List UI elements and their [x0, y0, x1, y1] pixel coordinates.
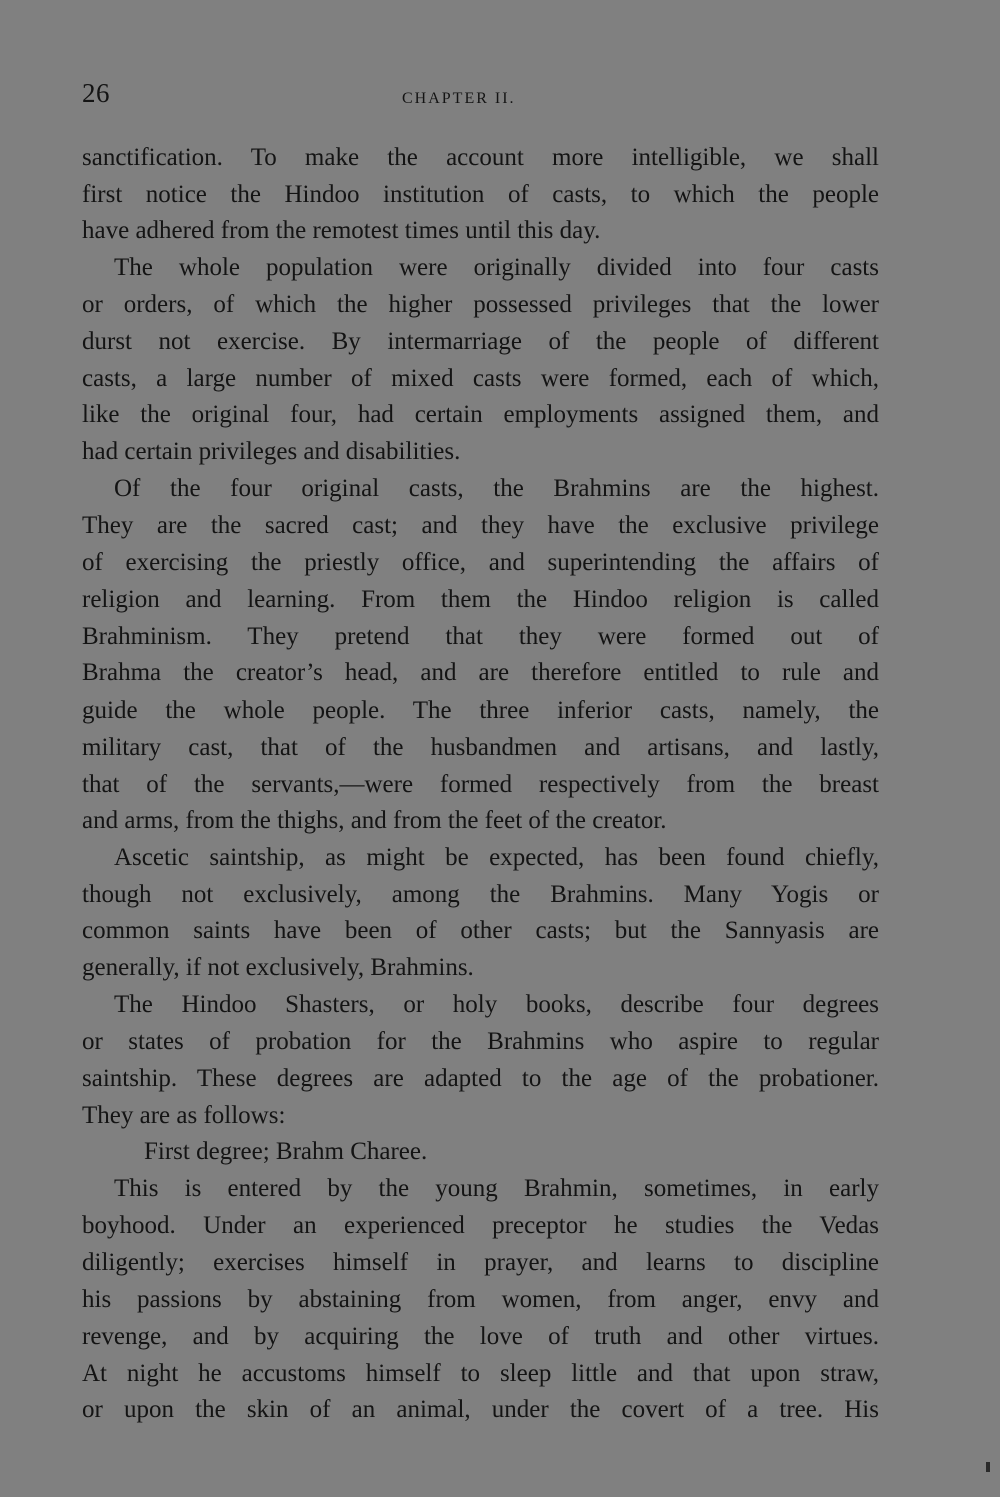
text-line: The Hindoo Shasters, or holy books, describe four degrees — [114, 991, 879, 1018]
text-line: sanctification. To make the account more intelligible, we shall — [82, 144, 879, 171]
text-line: Brahma the creator’s head, and are therefore entitled to rule and — [82, 659, 879, 686]
text-line: Of the four original casts, the Brahmins are the highest. — [114, 475, 879, 502]
text-line: of exercising the priestly office, and superintending the affairs of — [82, 549, 879, 576]
text-line: first notice the Hindoo institution of casts, to which the people — [82, 181, 879, 208]
text-line: The whole population were originally divided into four casts — [114, 254, 879, 281]
text-line: Ascetic saintship, as might be expected, has been found chiefly, — [114, 844, 879, 871]
text-line: casts, a large number of mixed casts were formed, each of which, — [82, 365, 879, 392]
text-line: though not exclusively, among the Brahmins. Many Yogis or — [82, 881, 879, 908]
text-line: saintship. These degrees are adapted to the age of the probationer. — [82, 1065, 879, 1092]
text-line: At night he accustoms himself to sleep little and that upon straw, — [82, 1360, 879, 1387]
text-line: his passions by abstaining from women, from anger, envy and — [82, 1286, 879, 1313]
text-line: have adhered from the remotest times until this day. — [82, 217, 601, 244]
text-line: durst not exercise. By intermarriage of the people of different — [82, 328, 879, 355]
text-line: First degree; Brahm Charee. — [144, 1138, 428, 1165]
text-line: that of the servants,—were formed respectively from the breast — [82, 771, 879, 798]
text-line: common saints have been of other casts; but the Sannyasis are — [82, 917, 879, 944]
text-line: religion and learning. From them the Hindoo religion is called — [82, 586, 879, 613]
text-line: Brahminism. They pretend that they were formed out of — [82, 623, 879, 650]
text-line: revenge, and by acquiring the love of truth and other virtues. — [82, 1323, 879, 1350]
running-head: CHAPTER II. — [402, 90, 516, 107]
text-line: They are the sacred cast; and they have the exclusive privilege — [82, 512, 879, 539]
text-line: and arms, from the thighs, and from the feet of the creator. — [82, 807, 667, 834]
text-line: like the original four, had certain employments assigned them, and — [82, 401, 879, 428]
text-line: had certain privileges and disabilities. — [82, 438, 461, 465]
text-line: boyhood. Under an experienced preceptor he studies the Vedas — [82, 1212, 879, 1239]
text-line: generally, if not exclusively, Brahmins. — [82, 954, 474, 981]
text-line: military cast, that of the husbandmen and artisans, and lastly, — [82, 734, 879, 761]
text-line: or states of probation for the Brahmins who aspire to regular — [82, 1028, 879, 1055]
scan-speck — [986, 1462, 990, 1472]
text-line: guide the whole people. The three inferior casts, namely, the — [82, 697, 879, 724]
text-line: or orders, of which the higher possessed privileges that the lower — [82, 291, 879, 318]
text-line: diligently; exercises himself in prayer, and learns to discipline — [82, 1249, 879, 1276]
text-line: or upon the skin of an animal, under the covert of a tree. His — [82, 1396, 879, 1423]
text-line: This is entered by the young Brahmin, sometimes, in early — [114, 1175, 879, 1202]
page-header — [82, 78, 882, 118]
text-line: They are as follows: — [82, 1102, 286, 1129]
page-number: 26 — [82, 78, 110, 108]
